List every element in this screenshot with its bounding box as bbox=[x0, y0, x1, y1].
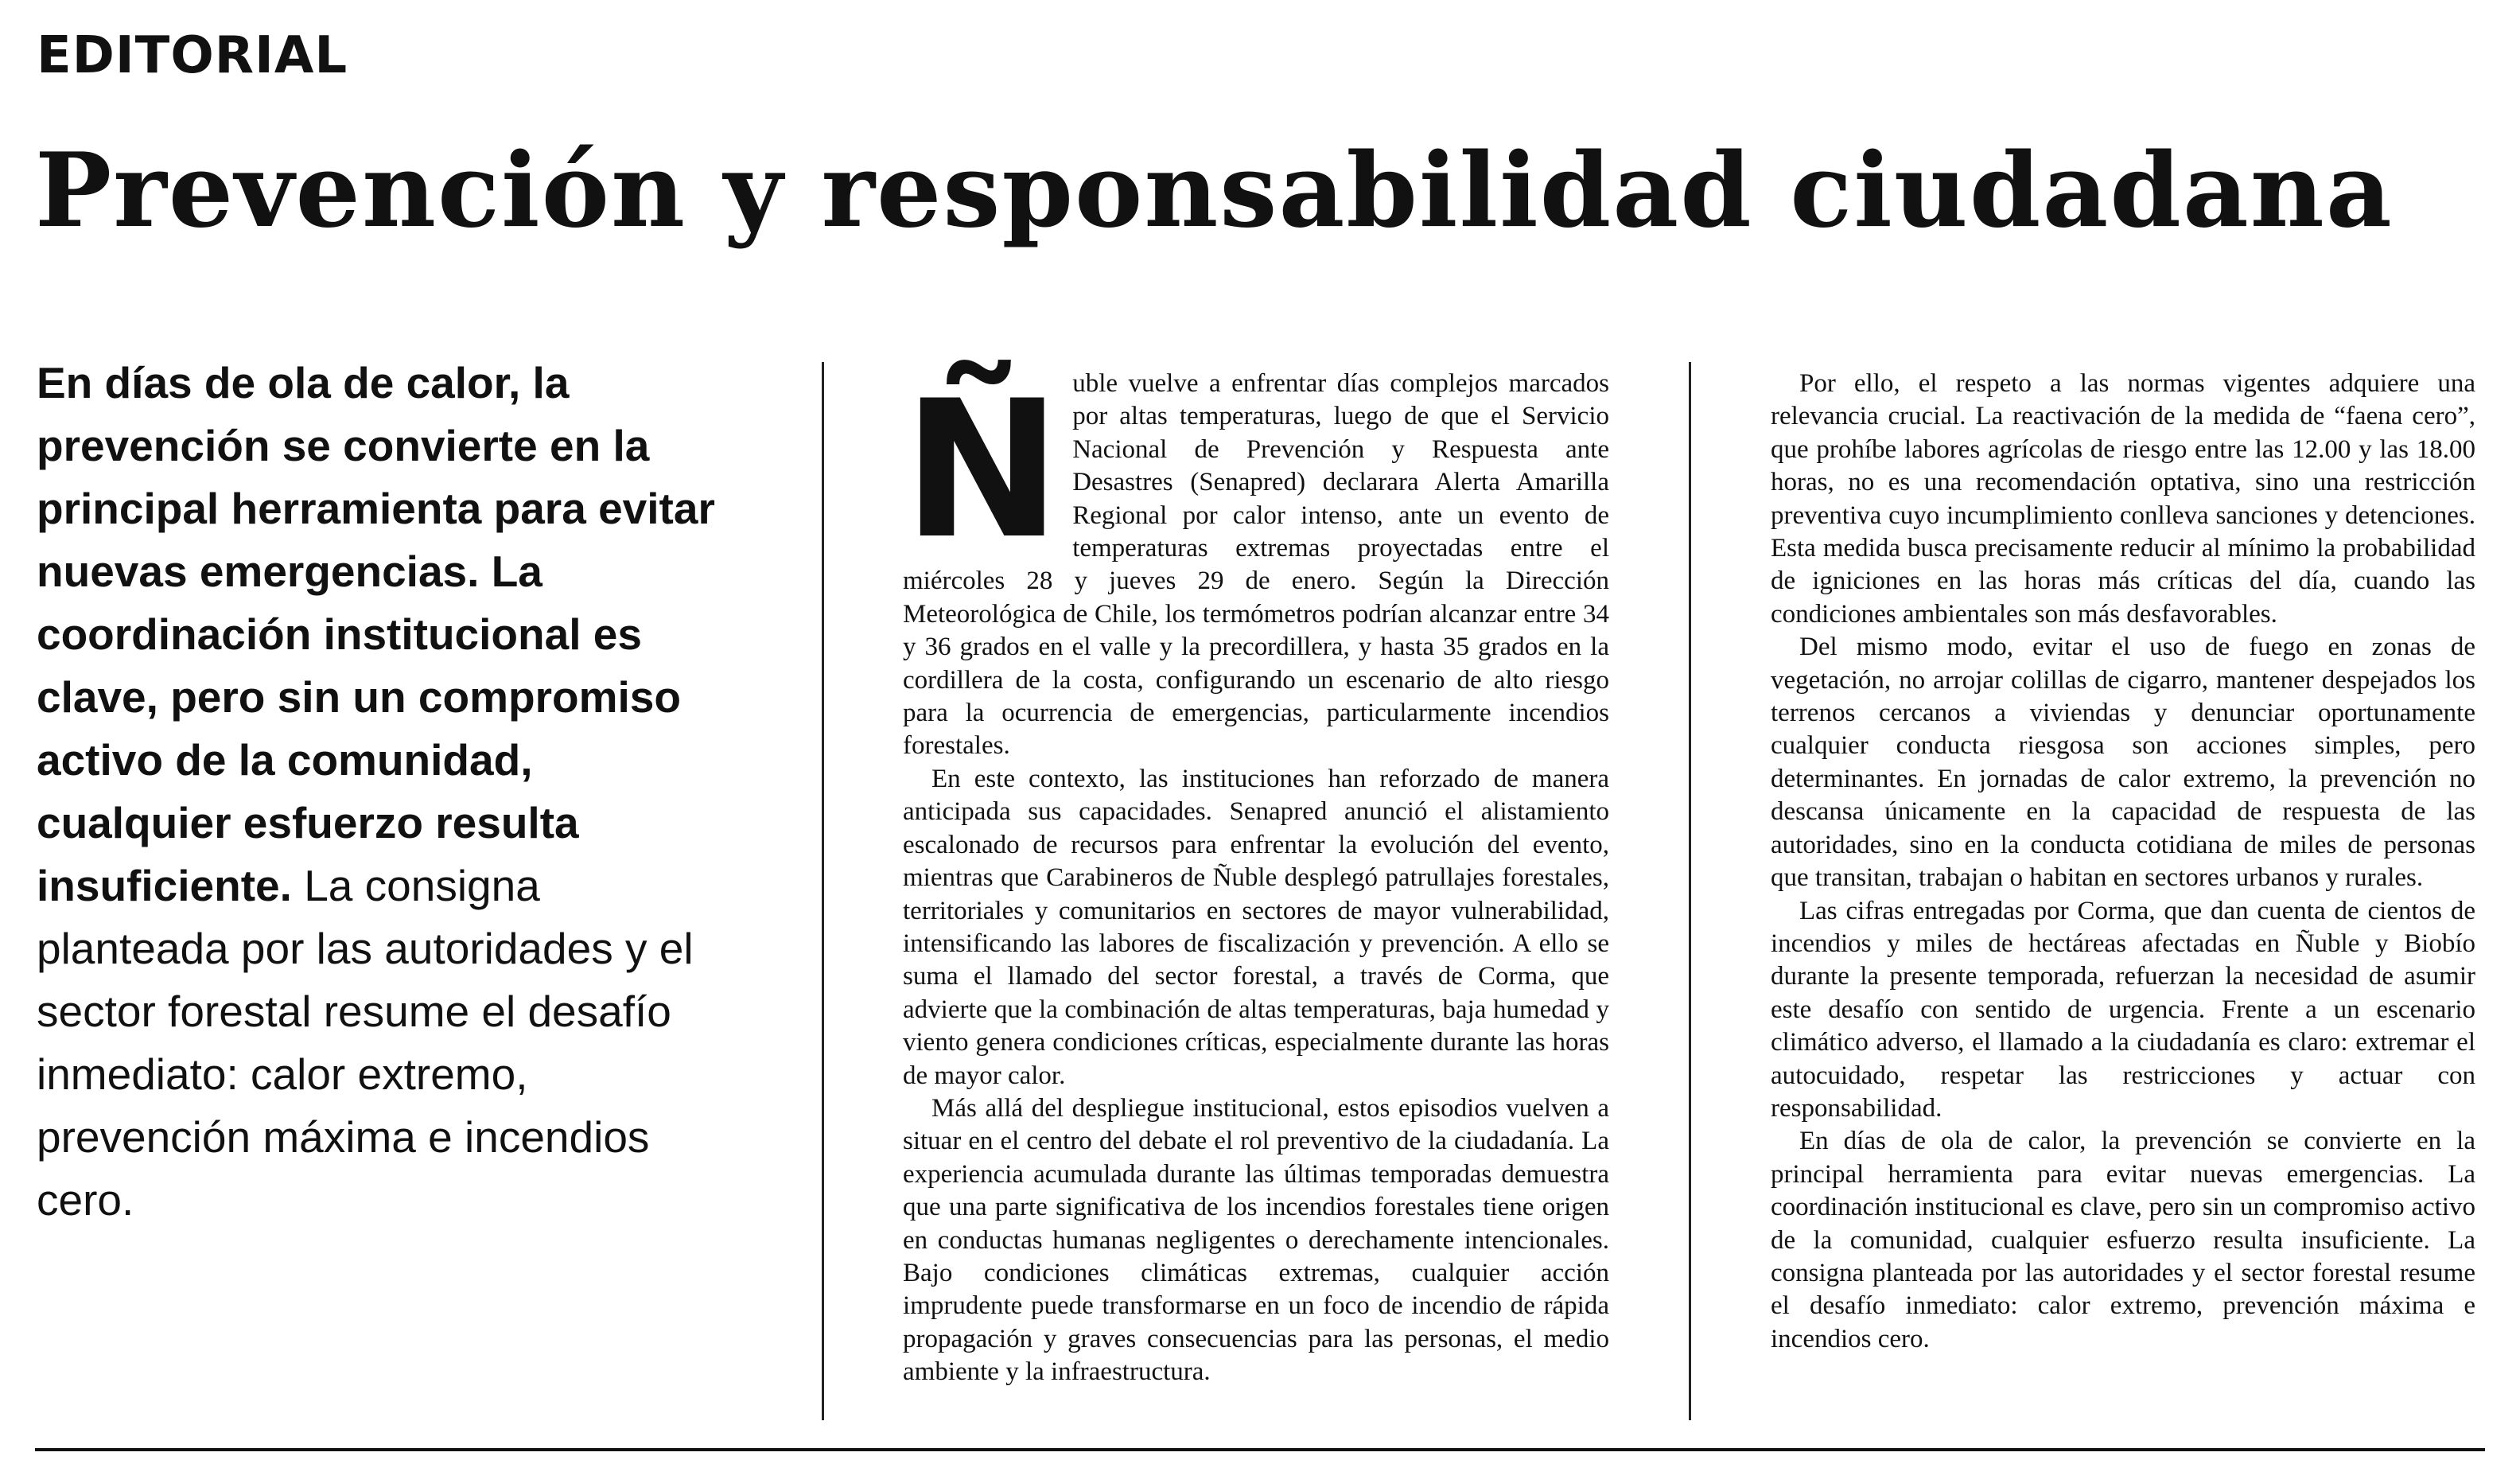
lead-summary bbox=[37, 352, 737, 1232]
lead-bold-text: En días de ola de calor, la prevención se convierte en la principal herramienta para evitar nuevas emergencias. La coordinación institucional es clave, pero sin un compromiso activo de la comunidad, cualquier esfuerzo resulta insuficiente. bbox=[37, 358, 715, 910]
bottom-rule bbox=[35, 1448, 2485, 1451]
drop-cap: Ñ bbox=[903, 360, 1062, 581]
article-column-1 bbox=[903, 360, 1609, 1389]
article-column-2 bbox=[1771, 368, 2475, 1356]
article-paragraph-2: En este contexto, las instituciones han reforzado de manera anticipada sus capacidades. Senapred anunció el alistamiento escalonado de recursos para enfrentar la evolución del evento, mientras que Carabineros de Ñuble desplegó patrullajes forestales, territoriales y comunitarios en sectores de mayor vulnerabilidad, intensificando las labores de fiscalización y prevención. A ello se suma el llamado del sector forestal, a través de Corma, que advierte que la combinación de altas temperaturas, baja humedad y viento genera condiciones críticas, especialmente durante las horas de mayor calor. bbox=[903, 764, 1609, 1090]
column-divider-left bbox=[822, 362, 824, 1420]
headline: Prevención y responsabilidad ciudadana bbox=[35, 131, 2394, 251]
article-paragraph-1 bbox=[903, 360, 1609, 763]
article-paragraph-3: Más allá del despliegue institucional, estos episodios vuelven a situar en el centro del debate el rol preventivo de la ciudadanía. La experiencia acumulada durante las últimas temporadas demuestra que una parte significativa de los incendios forestales tiene origen en conductas humanas negligentes o derechamente intencionales. Bajo condiciones climáticas extremas, cualquier acción imprudente puede transformarse en un foco de incendio de rápida propagación y graves consecuencias para las personas, el medio ambiente y la infraestructura. bbox=[903, 1093, 1609, 1387]
article-paragraph-1-text: uble vuelve a enfrentar días complejos marcados por altas temperaturas, luego de que el Servicio Nacional de Prevención y Respuesta ante Desastres (Senapred) declarara Alerta Amarilla Regional por calor intenso, ante un evento de temperaturas extremas proyectadas entre el miércoles 28 y jueves 29 de enero. Según la Dirección Meteorológica de Chile, los termómetros podrían alcanzar entre 34 y 36 grados en el valle y la precordillera, y hasta 35 grados en la cordillera de la costa, configurando un escenario de alto riesgo para la ocurrencia de emergencias, particularmente incendios forestales. bbox=[903, 369, 1609, 761]
column-divider-right bbox=[1689, 362, 1691, 1420]
article-paragraph-5: Del mismo modo, evitar el uso de fuego en zonas de vegetación, no arrojar colillas de cigarro, mantener despejados los terrenos cercanos a viviendas y denunciar oportunamente cualquier conducta riesgosa son acciones simples, pero determinantes. En jornadas de calor extremo, la prevención no descansa únicamente en la capacidad de respuesta de las autoridades, sino en la conducta cotidiana de miles de personas que transitan, trabajan o habitan en sectores urbanos y rurales. bbox=[1771, 633, 2475, 893]
section-label: EDITORIAL bbox=[37, 26, 348, 85]
lead-regular-text: La consigna planteada por las autoridades y el sector forestal resume el desafío inmediato: calor extremo, prevención máxima e incendios cero. bbox=[37, 861, 694, 1225]
article-paragraph-6: Las cifras entregadas por Corma, que dan cuenta de cientos de incendios y miles de hectáreas afectadas en Ñuble y Biobío durante la presente temporada, refuerzan la necesidad de asumir este desafío con sentido de urgencia. Frente a un escenario climático adverso, el llamado a la ciudadanía es claro: extremar el autocuidado, respetar las restricciones y actuar con responsabilidad. bbox=[1771, 896, 2475, 1123]
article-paragraph-7: En días de ola de calor, la prevención se convierte en la principal herramienta para evitar nuevas emergencias. La coordinación institucional es clave, pero sin un compromiso activo de la comunidad, cualquier esfuerzo resulta insuficiente. La consigna planteada por las autoridades y el sector forestal resume el desafío inmediato: calor extremo, prevención máxima e incendios cero. bbox=[1771, 1127, 2475, 1353]
article-paragraph-4: Por ello, el respeto a las normas vigentes adquiere una relevancia crucial. La reactivación de la medida de “faena cero”, que prohíbe labores agrícolas de riesgo entre las 12.00 y las 18.00 horas, no es una recomendación optativa, sino una restricción preventiva cuyo incumplimiento conlleva sanciones y detenciones. Esta medida busca precisamente reducir al mínimo la probabilidad de igniciones en las horas más críticas del día, cuando las condiciones ambientales son más desfavorables. bbox=[1771, 369, 2475, 629]
